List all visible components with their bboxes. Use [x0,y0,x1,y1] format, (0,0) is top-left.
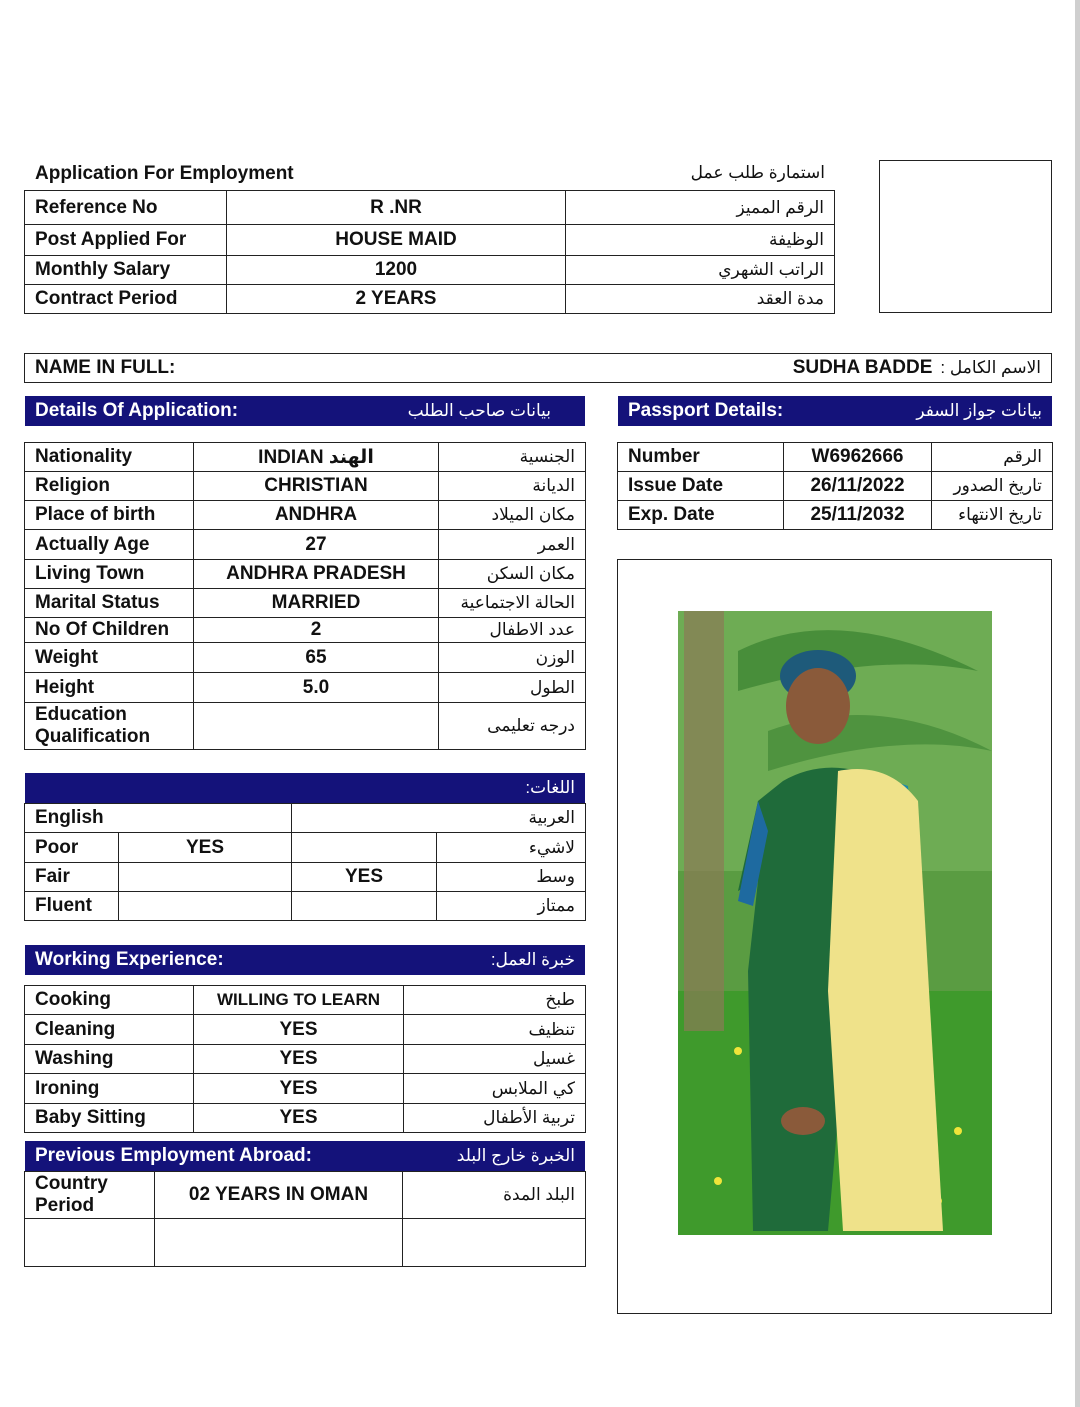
details-row [25,703,586,750]
contract-label-ar: مدة العقد [566,285,835,314]
contract-value: 2 YEARS [227,285,566,314]
abroad-header [25,1141,585,1171]
weight-value: 65 [194,643,439,673]
cooking-label-ar: طبخ [404,986,586,1015]
form-title-en: Application For Employment [35,163,294,184]
arabic-poor-value [292,833,437,863]
height-value: 5.0 [194,673,439,703]
nationality-label-ar: الجنسية [439,443,586,472]
birthplace-value: ANDHRA [194,501,439,530]
scrollbar[interactable] [1075,0,1080,1407]
english-column-label: English [25,804,292,833]
post-label-ar: الوظيفة [566,225,835,256]
experience-row [25,1015,586,1045]
salary-label: Monthly Salary [25,256,227,285]
experience-title-ar: خبرة العمل: [490,950,575,969]
abroad-title-en: Previous Employment Abroad: [35,1145,312,1166]
children-label: No Of Children [25,618,194,643]
empty-cell [403,1219,586,1267]
form-title-ar: استمارة طلب عمل [690,163,825,182]
living-town-label: Living Town [25,560,194,589]
language-level-row [25,863,586,892]
languages-title-ar: اللغات: [525,778,575,797]
passport-row [618,472,1053,501]
cooking-label: Cooking [25,986,194,1015]
full-name-value: SUDHA BADDE [792,357,933,378]
washing-value: YES [194,1045,404,1074]
details-table [24,442,586,750]
ironing-label: Ironing [25,1074,194,1104]
languages-header-row [25,804,586,833]
details-row [25,530,586,560]
nationality-value: INDIAN الهند [194,443,439,472]
experience-row [25,1045,586,1074]
summary-row [25,256,835,285]
issue-date-label-ar: تاريخ الصدور [932,472,1053,501]
form-title-row [35,163,825,185]
passport-number-value: W6962666 [784,443,932,472]
abroad-table [24,1171,586,1267]
details-row [25,589,586,618]
summary-table [24,190,835,314]
religion-label: Religion [25,472,194,501]
salary-value: 1200 [227,256,566,285]
age-value: 27 [194,530,439,560]
height-label-ar: الطول [439,673,586,703]
full-name-row [24,353,1052,383]
english-fair-value [119,863,292,892]
weight-label-ar: الوزن [439,643,586,673]
passport-number-label: Number [618,443,784,472]
language-level-row [25,833,586,863]
marital-label: Marital Status [25,589,194,618]
passport-title-en: Passport Details: [628,400,784,421]
empty-cell [155,1219,403,1267]
exp-date-value: 25/11/2032 [784,501,932,530]
exp-date-label-ar: تاريخ الانتهاء [932,501,1053,530]
marital-value: MARRIED [194,589,439,618]
arabic-column-label: العربية [292,804,586,833]
religion-value: CHRISTIAN [194,472,439,501]
empty-cell [25,1219,155,1267]
abroad-row [25,1172,586,1219]
abroad-title-ar: الخبرة خارج البلد [456,1146,575,1165]
age-label-ar: العمر [439,530,586,560]
level-poor-label: Poor [25,833,119,863]
full-name-label-ar: الاسم الكامل : [940,358,1041,377]
cooking-value: WILLING TO LEARN [194,986,404,1015]
details-title-en: Details Of Application: [35,400,239,421]
full-name-right [793,357,1041,379]
post-label: Post Applied For [25,225,227,256]
language-level-row [25,892,586,921]
level-fluent-label-ar: ممتاز [437,892,586,921]
education-value [194,703,439,750]
baby-sitting-value: YES [194,1104,404,1133]
nationality-label: Nationality [25,443,194,472]
details-row [25,673,586,703]
marital-label-ar: الحالة الاجتماعية [439,589,586,618]
education-label: Education Qualification [25,703,194,750]
details-row [25,501,586,530]
passport-header [618,396,1052,426]
experience-header [25,945,585,975]
issue-date-value: 26/11/2022 [784,472,932,501]
applicant-photo-illustration [678,611,992,1235]
country-period-value: 02 YEARS IN OMAN [155,1172,403,1219]
passport-title-ar: بيانات جواز السفر [916,401,1042,420]
cleaning-label: Cleaning [25,1015,194,1045]
reference-label-ar: الرقم المميز [566,191,835,225]
summary-row [25,191,835,225]
living-town-label-ar: مكان السكن [439,560,586,589]
exp-date-label: Exp. Date [618,501,784,530]
country-period-label: Country Period [25,1172,155,1219]
languages-header [25,773,585,803]
details-row [25,443,586,472]
experience-row [25,986,586,1015]
experience-row [25,1074,586,1104]
details-row [25,560,586,589]
education-label-ar: درجه تعليمى [439,703,586,750]
arabic-fluent-value [292,892,437,921]
children-value: 2 [194,618,439,643]
country-period-label-ar: البلد المدة [403,1172,586,1219]
post-value: HOUSE MAID [227,225,566,256]
summary-row [25,225,835,256]
reference-value: R .NR [227,191,566,225]
full-name-label: NAME IN FULL: [35,357,176,378]
english-poor-value: YES [119,833,292,863]
level-fair-label-ar: وسط [437,863,586,892]
issue-date-label: Issue Date [618,472,784,501]
birthplace-label: Place of birth [25,501,194,530]
level-poor-label-ar: لاشيء [437,833,586,863]
living-town-value: ANDHRA PRADESH [194,560,439,589]
details-row [25,472,586,501]
salary-label-ar: الراتب الشهري [566,256,835,285]
contract-label: Contract Period [25,285,227,314]
age-label: Actually Age [25,530,194,560]
children-label-ar: عدد الاطفال [439,618,586,643]
abroad-empty-row [25,1219,586,1267]
birthplace-label-ar: مكان الميلاد [439,501,586,530]
english-fluent-value [119,892,292,921]
level-fair-label: Fair [25,863,119,892]
cleaning-label-ar: تنظيف [404,1015,586,1045]
passport-row [618,443,1053,472]
summary-row [25,285,835,314]
passport-photo-placeholder [879,160,1052,313]
passport-number-label-ar: الرقم [932,443,1053,472]
arabic-fair-value: YES [292,863,437,892]
passport-row [618,501,1053,530]
religion-label-ar: الديانة [439,472,586,501]
washing-label: Washing [25,1045,194,1074]
experience-table [24,985,586,1133]
cleaning-value: YES [194,1015,404,1045]
passport-table [617,442,1053,530]
weight-label: Weight [25,643,194,673]
details-title-ar: بيانات صاحب الطلب [407,401,551,420]
height-label: Height [25,673,194,703]
baby-sitting-label-ar: تربية الأطفال [404,1104,586,1133]
ironing-value: YES [194,1074,404,1104]
ironing-label-ar: كي الملابس [404,1074,586,1104]
details-header [25,396,585,426]
experience-row [25,1104,586,1133]
level-fluent-label: Fluent [25,892,119,921]
languages-table [24,803,586,921]
washing-label-ar: غسيل [404,1045,586,1074]
reference-label: Reference No [25,191,227,225]
experience-title-en: Working Experience: [35,949,224,970]
applicant-photo [678,611,992,1235]
details-row [25,643,586,673]
baby-sitting-label: Baby Sitting [25,1104,194,1133]
details-row [25,618,586,643]
